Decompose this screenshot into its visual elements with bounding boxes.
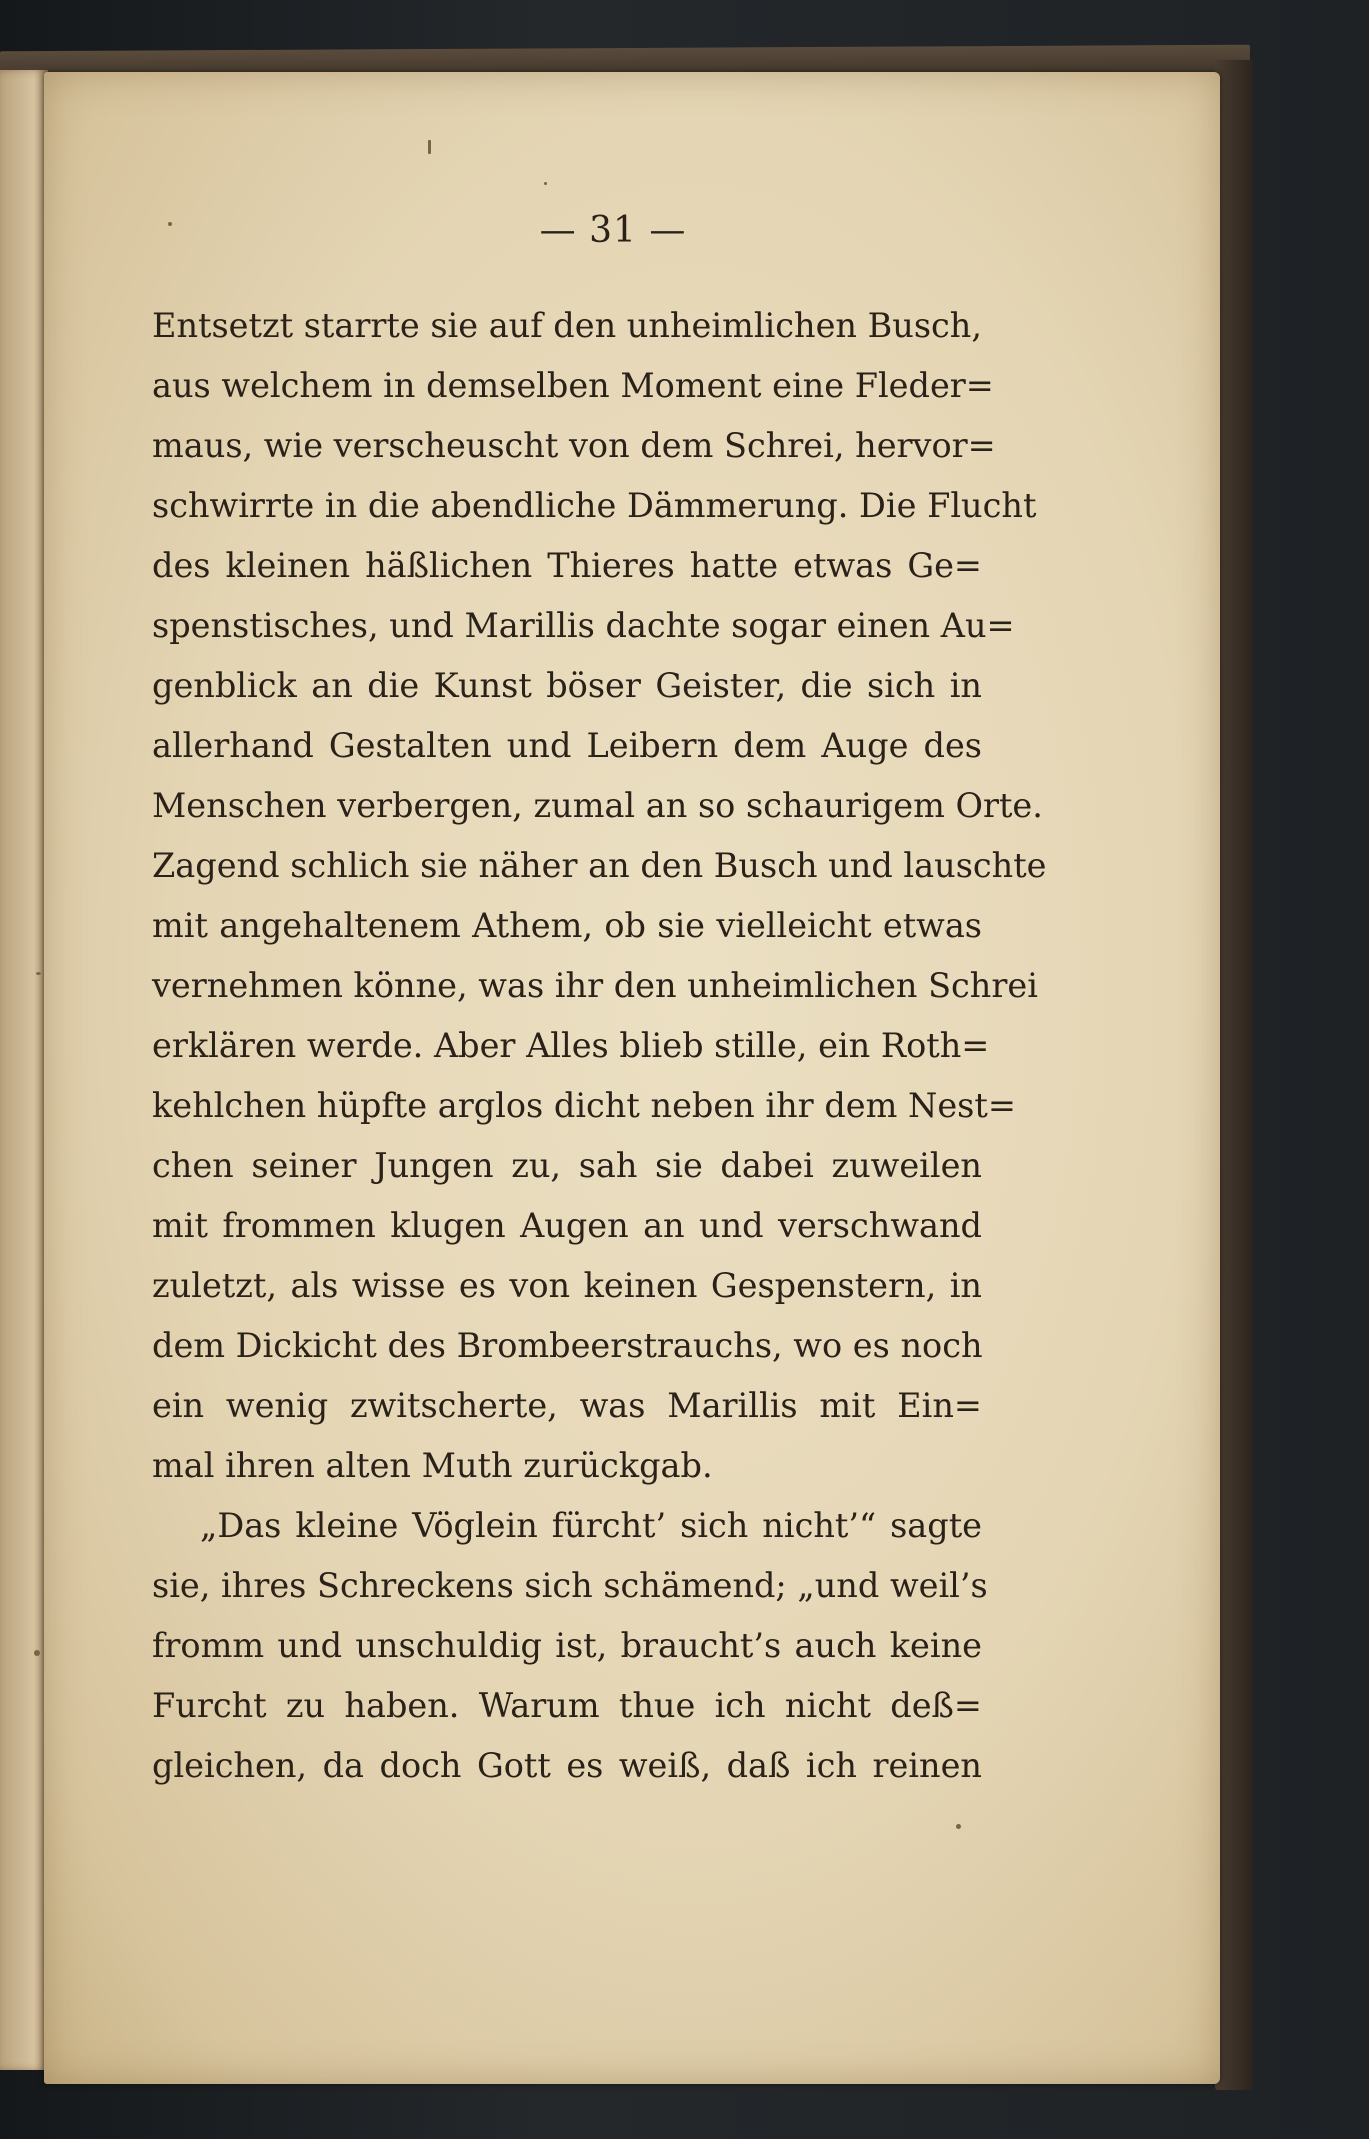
text-line: schwirrte in die abendliche Dämmerung. Die Flucht [152,486,1037,525]
text-line: mit frommen klugen Augen an und verschwand [152,1206,982,1245]
book-cover-right-edge [1215,60,1253,2090]
text-line: des kleinen häßlichen Thieres hatte etwas Ge= [152,546,982,585]
page-speck [36,972,41,975]
text-line: ein wenig zwitscherte, was Marillis mit Ein= [152,1386,982,1425]
text-line: mal ihren alten Muth zurückgab. [152,1446,713,1485]
text-line: genblick an die Kunst böser Geister, die sich in [152,666,982,705]
text-line: dem Dickicht des Brombeerstrauchs, wo es noch [152,1326,983,1365]
text-line: maus, wie verscheuscht von dem Schrei, hervor= [152,426,996,465]
text-line: kehlchen hüpfte arglos dicht neben ihr dem Nest= [152,1086,1016,1125]
text-line: erklären werde. Aber Alles blieb stille, ein Roth= [152,1026,990,1065]
page-speck [956,1824,961,1829]
text-line: fromm und unschuldig ist, braucht’s auch keine [152,1626,982,1665]
text-line: Furcht zu haben. Warum thue ich nicht deß= [152,1686,982,1725]
body-text [152,296,1047,1796]
text-line: chen seiner Jungen zu, sah sie dabei zuweilen [152,1146,982,1185]
text-line: „Das kleine Vöglein fürcht’ sich nicht’“ sagte [200,1506,982,1545]
text-line: mit angehaltenem Athem, ob sie vielleicht etwas [152,906,982,945]
page-number: — 31 — [539,210,687,251]
page-speck [34,1650,40,1656]
text-line: sie, ihres Schreckens sich schämend; „und weil’s [152,1566,988,1605]
text-line: aus welchem in demselben Moment eine Fleder= [152,366,994,405]
text-line: Entsetzt starrte sie auf den unheimlichen Busch, [152,306,983,345]
text-line: vernehmen könne, was ihr den unheimlichen Schrei [152,966,1038,1005]
text-line: spenstisches, und Marillis dachte sogar einen Au= [152,606,1015,645]
page-speck [428,140,431,154]
previous-page-edge [0,70,48,2070]
text-line: Zagend schlich sie näher an den Busch und lauschte [152,846,1047,885]
text-line: gleichen, da doch Gott es weiß, daß ich reinen [152,1746,982,1785]
text-line: Menschen verbergen, zumal an so schaurigem Orte. [152,786,1043,825]
text-line: allerhand Gestalten und Leibern dem Auge des [152,726,982,765]
page-speck [544,182,547,185]
text-line: zuletzt, als wisse es von keinen Gespenstern, in [152,1266,982,1305]
